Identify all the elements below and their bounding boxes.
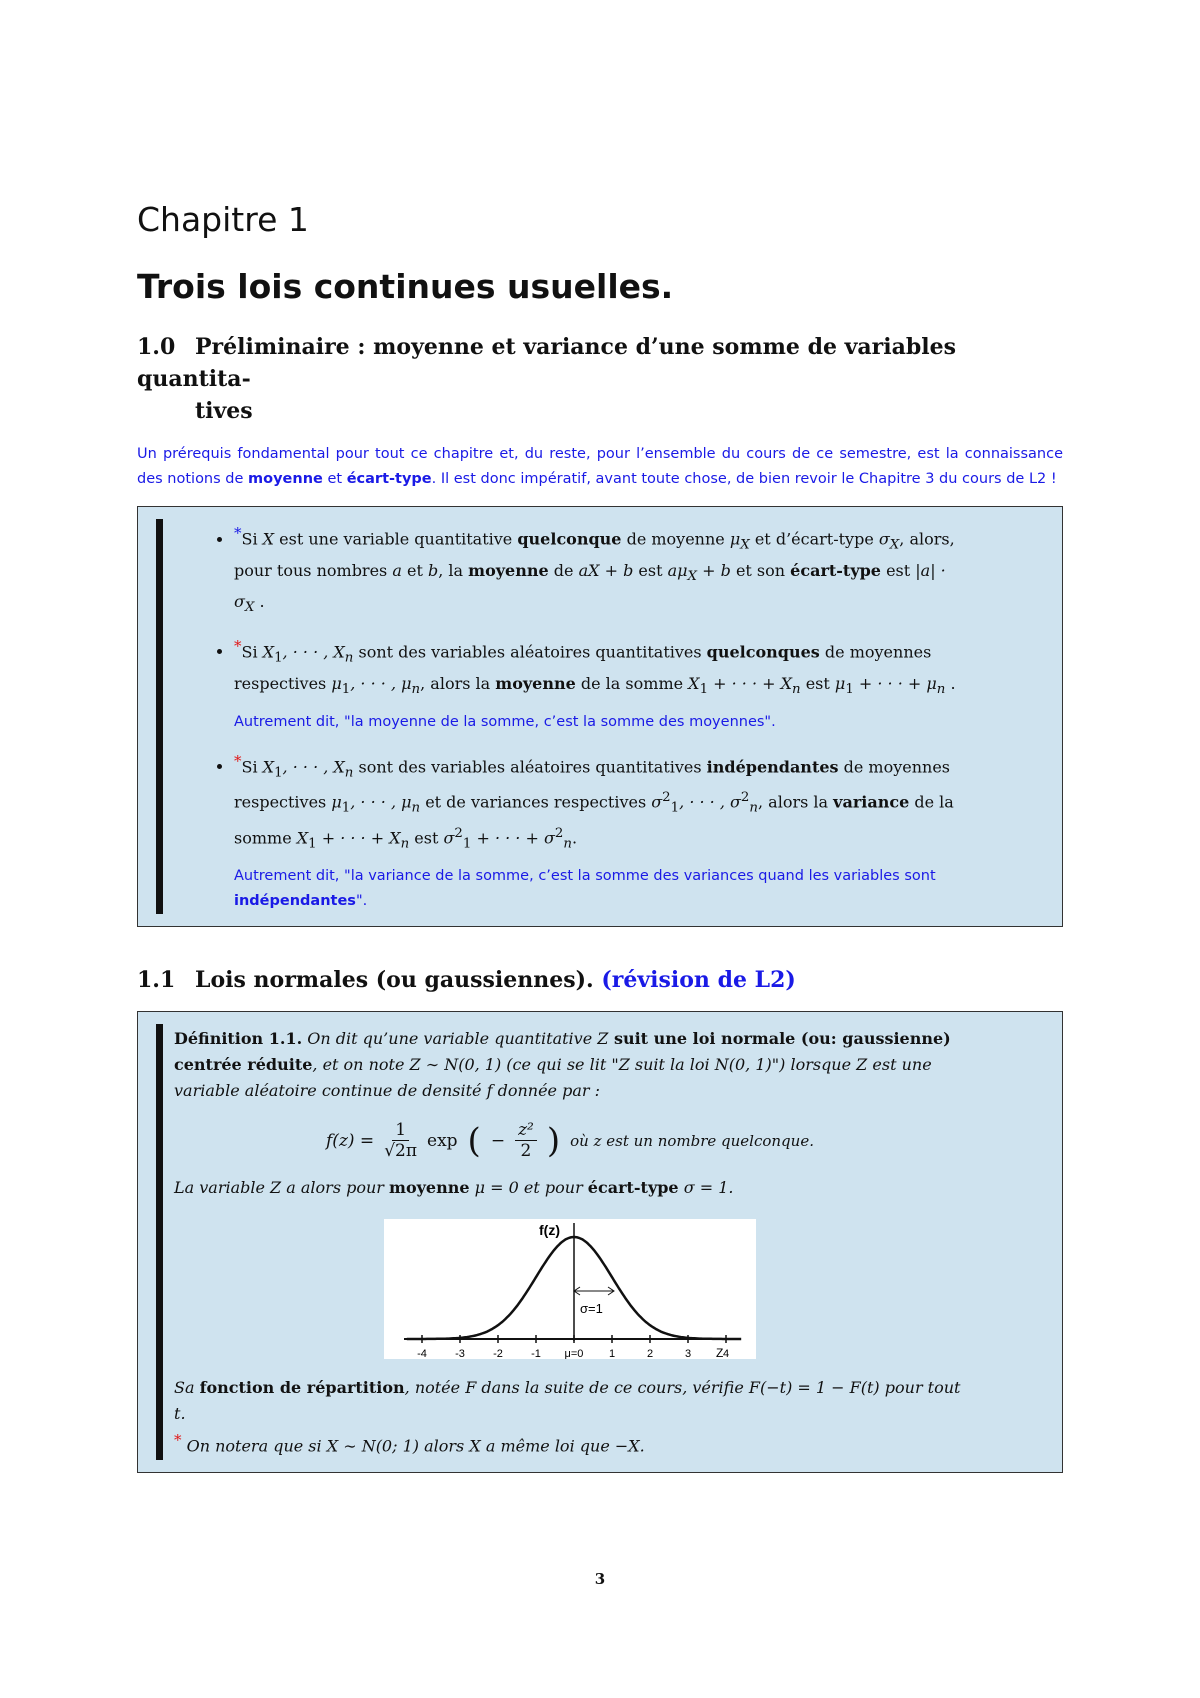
math-sup: 2 [740, 790, 750, 806]
text: Si [241, 642, 263, 662]
text: (ce qui se lit " [501, 1055, 619, 1075]
bold-term: indépendantes [234, 893, 356, 910]
text: et son [730, 560, 791, 580]
bold-term: moyenne [389, 1178, 470, 1198]
math-sub: n [936, 681, 946, 697]
definition-box [137, 1011, 1063, 1472]
math: Z ∼ N(0, 1) [409, 1055, 502, 1075]
math-sup: 2 [554, 825, 564, 841]
text: Si [241, 757, 263, 777]
intro-text: et [322, 470, 347, 487]
math: + b [697, 560, 731, 580]
math: aX + b [578, 560, 634, 580]
minus-sign: − [490, 1130, 506, 1151]
math: Z [270, 1178, 282, 1198]
text: La variable [174, 1178, 271, 1198]
math-sub: n [749, 800, 758, 816]
intro-text: . Il est donc impératif, avant toute chose, de bien revoir le Chapitre 3 du cours de L2 ! [431, 470, 1057, 487]
chapter-label: Chapitre 1 [137, 200, 309, 239]
y-axis-label: f(z) [539, 1222, 560, 1239]
math: , · · · , μ [350, 673, 412, 693]
math: X [262, 757, 275, 777]
math: , · · · , X [282, 757, 345, 777]
math: X [262, 642, 275, 662]
intro-bold: écart-type [346, 470, 432, 487]
text: de moyenne [621, 529, 730, 549]
math-sub: 1 [308, 836, 317, 852]
math-sub: n [563, 836, 572, 852]
text: donnée par : [492, 1081, 600, 1101]
text: ". [355, 893, 368, 910]
math: μ = 0 [469, 1178, 519, 1198]
math: f [486, 1081, 493, 1101]
text: . [639, 1436, 645, 1456]
math: Z [856, 1055, 868, 1075]
math: N(0, 1) [714, 1055, 772, 1075]
star-marker: * [174, 1431, 182, 1450]
text: , et on note [312, 1055, 410, 1075]
text: a alors pour [281, 1178, 390, 1198]
math: X [262, 529, 275, 549]
section-heading-1-1 [137, 965, 1063, 997]
math: μ [729, 529, 741, 549]
text: est [633, 560, 668, 580]
math: + · · · + X [316, 828, 401, 848]
property-item [234, 749, 966, 915]
text: On notera que si [181, 1436, 327, 1456]
math: Z [597, 1029, 609, 1049]
star-marker: * [234, 751, 242, 770]
note-text: Autrement dit, "la moyenne de la somme, c’est la somme des moyennes". [234, 713, 776, 730]
math-sub: 1 [274, 650, 283, 666]
intro-text: Un prérequis fondamental pour tout ce chapitre et, du reste, pour l’ensemble du cours de ce semestre, est la connaissance des notions de [137, 445, 1063, 487]
star-marker: * [234, 637, 242, 656]
math: Z [618, 1055, 630, 1075]
section-number: 1.1 [137, 967, 176, 994]
text: de la somme [575, 673, 689, 693]
math: + · · · + X [708, 673, 793, 693]
bold-term: variance [833, 792, 910, 812]
bold-term: moyenne [495, 673, 576, 693]
section-heading-1-0 [137, 332, 1063, 428]
section-title-line1: Préliminaire : moyenne et variance d’une somme de variables quantita- [137, 334, 956, 392]
text: est [800, 673, 835, 693]
text: ") lorsque [771, 1055, 857, 1075]
property-item [234, 521, 966, 620]
math-sub: n [344, 650, 354, 666]
text: . [254, 591, 265, 611]
section-title-revision: (révision de L2) [601, 967, 796, 994]
text: , notée [404, 1378, 466, 1398]
text: alors [419, 1436, 470, 1456]
math: −X [614, 1436, 640, 1456]
section-number: 1.0 [137, 334, 176, 360]
normal-density-figure [384, 1219, 756, 1359]
page-number: 3 [594, 1570, 606, 1588]
paren-open: ( [467, 1120, 481, 1161]
text: suit la loi [629, 1055, 715, 1075]
x-tick-label: 4 [722, 1348, 730, 1360]
math: t [174, 1404, 181, 1424]
math: , · · · , σ [679, 792, 741, 812]
text: est [880, 560, 916, 580]
fraction [515, 1120, 537, 1161]
x-tick-label: -1 [531, 1348, 541, 1360]
definition-label: Définition 1.1. [174, 1029, 303, 1049]
section-title: Lois normales (ou gaussiennes). [195, 967, 594, 994]
bold-term: écart-type [790, 560, 881, 580]
math-sub: X [687, 568, 698, 584]
paren-close: ) [546, 1120, 561, 1161]
formula-lhs: f(z) = [326, 1130, 375, 1151]
math-sub: 1 [274, 765, 283, 781]
text: On dit qu’une variable quantitative [302, 1029, 598, 1049]
bold-term: indépendantes [706, 757, 839, 777]
math: X [469, 1436, 481, 1456]
bold-term: fonction de répartition [199, 1378, 405, 1398]
math: μ [331, 673, 342, 693]
moments-paragraph [174, 1175, 966, 1201]
math: F(−t) = 1 − F(t) [748, 1378, 880, 1398]
fraction-denominator: 2 [520, 1141, 532, 1162]
math: + · · · + σ [471, 828, 555, 848]
text: Si [241, 529, 263, 549]
math-sup: 2 [662, 790, 671, 806]
fraction-numerator: 1 [392, 1120, 409, 1141]
property-item [234, 634, 966, 735]
fraction-denominator: √2π [384, 1141, 418, 1162]
remark-paragraph [174, 1427, 966, 1459]
math-sub: X [889, 537, 900, 553]
fraction-numerator: z² [515, 1120, 537, 1141]
math: , · · · , X [282, 642, 345, 662]
math: σ [878, 529, 890, 549]
math-sub: X [244, 600, 255, 616]
x-tick-label: -4 [417, 1348, 427, 1360]
x-tick-label: -3 [455, 1348, 465, 1360]
page-content [137, 200, 1063, 1473]
math-sub: n [400, 836, 410, 852]
x-tick-label: 3 [684, 1348, 692, 1360]
text: Autrement dit, "la variance de la somme, c’est la somme des variances quand les variables sont [234, 868, 936, 885]
text: . [571, 828, 578, 848]
math-sub: n [411, 681, 421, 697]
text: . [180, 1404, 186, 1424]
x-tick-label: μ=0 [564, 1348, 584, 1360]
text: , alors la [758, 792, 834, 812]
formula-tail: où z est un nombre quelconque. [570, 1131, 814, 1150]
math-sub: 1 [699, 681, 709, 697]
math: μ [331, 792, 342, 812]
intro-paragraph [137, 442, 1063, 492]
chapter-title: Trois lois continues usuelles. [137, 267, 674, 306]
math: X [296, 828, 309, 848]
math-sub: 1 [670, 800, 680, 816]
exp-operator: exp [427, 1130, 458, 1151]
text: et pour [518, 1178, 588, 1198]
math: X ∼ N(0; 1) [326, 1436, 420, 1456]
math: a [392, 560, 402, 580]
text: de [548, 560, 579, 580]
text: , alors, pour tous nombres [234, 529, 955, 580]
bold-term: suit une loi normale (ou: gaussienne) centrée réduite [174, 1029, 951, 1075]
text: de moyennes respectives [234, 642, 932, 693]
x-tick-label: 2 [646, 1348, 654, 1360]
bold-term: quelconque [517, 529, 622, 549]
property-box [137, 506, 1063, 927]
text: est [409, 828, 444, 848]
math-sub: n [411, 800, 421, 816]
text: Sa [174, 1378, 200, 1398]
density-formula [174, 1120, 966, 1161]
math: σ = 1 [678, 1178, 729, 1198]
repartition-paragraph [174, 1375, 966, 1427]
text: de moyennes respectives [234, 757, 950, 812]
text: sont des variables aléatoires quantitatives [353, 757, 707, 777]
math: X [688, 673, 700, 693]
section-title-line2: tives [195, 397, 253, 424]
math-sup: 2 [454, 825, 463, 841]
text: est une variable quantitative [274, 529, 518, 549]
math: μ [834, 673, 846, 693]
text: a même loi que [480, 1436, 615, 1456]
math: b [427, 560, 439, 580]
text: . [728, 1178, 734, 1198]
property-list [174, 521, 966, 914]
math: σ [651, 792, 663, 812]
star-marker: * [234, 524, 242, 543]
text: et de variances respectives [420, 792, 652, 812]
math: aμ [667, 560, 688, 580]
math: , · · · , μ [350, 792, 412, 812]
text: dans la suite de ce cours, vérifie [476, 1378, 749, 1398]
math-sub: n [344, 765, 354, 781]
text: , alors la [420, 673, 496, 693]
definition-paragraph [174, 1026, 966, 1104]
x-tick-label: 1 [608, 1348, 616, 1360]
math: F [465, 1378, 477, 1398]
text: est une variable aléatoire continue de densité [174, 1055, 932, 1101]
math-sub: n [792, 681, 801, 697]
math: |a| · σ [234, 560, 946, 611]
math-sub: 1 [341, 800, 351, 816]
bold-term: quelconques [706, 642, 820, 662]
text: et [401, 560, 428, 580]
text: , la [438, 560, 469, 580]
text: sont des variables aléatoires quantitatives [353, 642, 707, 662]
bold-term: moyenne [468, 560, 549, 580]
x-tick-label: -2 [493, 1348, 503, 1360]
text: pour tout [879, 1378, 961, 1398]
note-text [234, 864, 966, 914]
math-sub: X [740, 537, 750, 553]
x-axis-label: Z [716, 1346, 724, 1360]
math: σ [443, 828, 455, 848]
fraction [384, 1120, 417, 1161]
math-sub: 1 [845, 681, 854, 697]
text: . [945, 673, 956, 693]
text: de la somme [234, 792, 954, 848]
math-sub: 1 [462, 836, 472, 852]
math-sub: 1 [341, 681, 351, 697]
bold-term: écart-type [587, 1178, 679, 1198]
text: et d’écart-type [749, 529, 879, 549]
math: + · · · + μ [853, 673, 937, 693]
sigma-label: σ=1 [580, 1301, 603, 1317]
intro-bold: moyenne [248, 470, 323, 487]
